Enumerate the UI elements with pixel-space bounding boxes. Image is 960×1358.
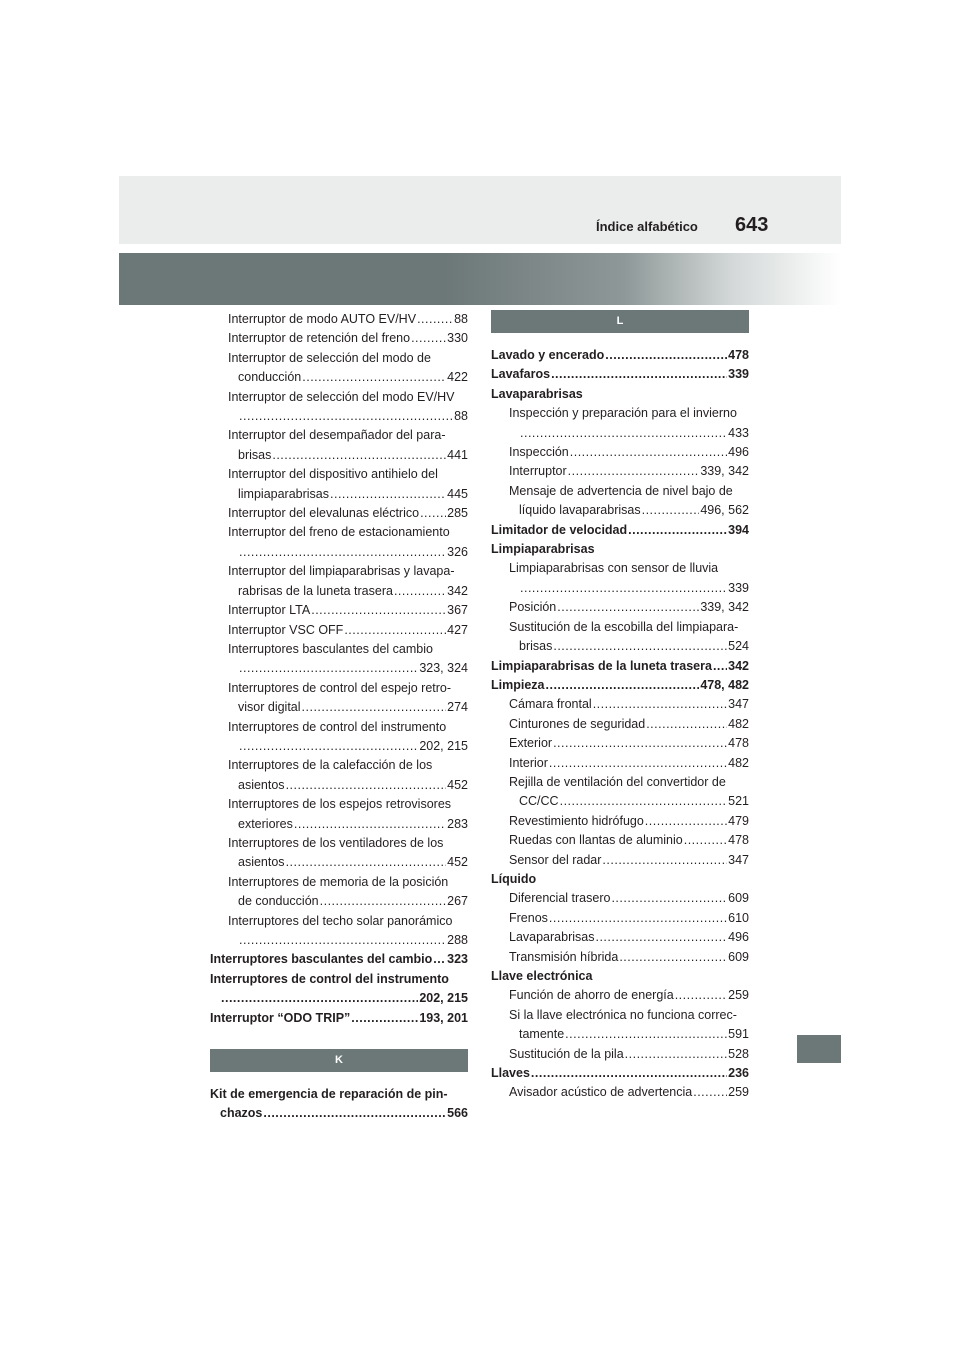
entry-page-ref: 259 <box>728 988 749 1003</box>
index-entry <box>491 443 749 462</box>
entry-page-ref: 88 <box>454 409 468 424</box>
entry-term: Interruptores de control del instrumento <box>210 971 449 986</box>
dot-leader <box>553 734 727 753</box>
dot-leader <box>320 892 447 911</box>
dot-leader <box>565 1025 727 1044</box>
entry-page-ref: 342 <box>728 658 749 673</box>
index-column-left <box>210 310 468 1124</box>
index-entry <box>491 657 749 676</box>
entry-term: Interruptores de control del espejo retro- <box>228 680 452 695</box>
index-entry <box>210 407 468 426</box>
entry-page-ref: 323, 324 <box>419 661 468 676</box>
entry-page-ref: 202, 215 <box>419 738 468 753</box>
entry-page-ref: 528 <box>728 1046 749 1061</box>
dot-leader <box>628 521 727 540</box>
entry-page-ref: 478 <box>728 736 749 751</box>
entry-term: Limitador de velocidad <box>491 522 628 537</box>
dot-leader <box>520 424 727 443</box>
index-entry <box>491 540 749 559</box>
index-entry <box>491 870 749 889</box>
dot-leader <box>302 698 447 717</box>
index-entry <box>210 815 468 834</box>
index-entry <box>210 834 468 853</box>
entry-page-ref: 323 <box>447 952 468 967</box>
index-entry <box>491 424 749 443</box>
entry-page-ref: 202, 215 <box>419 991 468 1006</box>
dot-leader <box>221 989 418 1008</box>
dot-leader <box>593 695 727 714</box>
index-entry <box>210 446 468 465</box>
index-entry <box>491 831 749 850</box>
entry-term: Posición <box>509 600 557 615</box>
entry-term: Sustitución de la pila <box>509 1046 624 1061</box>
entry-term: Inspección <box>509 445 569 460</box>
entry-term: Kit de emergencia de reparación de pin- <box>210 1087 448 1102</box>
index-entry <box>210 310 468 329</box>
dot-leader <box>239 659 418 678</box>
entry-page-ref: 478 <box>728 833 749 848</box>
entry-term: Lavafaros <box>491 367 551 382</box>
index-entry <box>491 792 749 811</box>
dot-leader <box>713 657 727 676</box>
index-list-l <box>491 346 749 1103</box>
entry-page-ref: 610 <box>728 910 749 925</box>
entry-page-ref: 422 <box>447 370 468 385</box>
dot-leader <box>568 462 700 481</box>
index-entry <box>210 679 468 698</box>
entry-term: Lavaparabrisas <box>491 386 583 401</box>
dot-leader <box>549 909 727 928</box>
index-entry <box>210 349 468 368</box>
entry-term: Interruptor <box>509 464 567 479</box>
index-entry <box>491 501 749 520</box>
index-entry <box>491 618 749 637</box>
entry-page-ref: 496 <box>728 930 749 945</box>
index-entry <box>491 695 749 714</box>
entry-page-ref: 288 <box>447 933 468 947</box>
dot-leader <box>645 812 727 831</box>
entry-page-ref: 259 <box>728 1085 749 1100</box>
entry-term: Interruptor del elevalunas eléctrico <box>228 506 420 521</box>
entry-term: brisas <box>238 447 272 462</box>
entry-term: Interior <box>509 755 548 770</box>
dot-leader <box>239 543 446 562</box>
entry-term: Interruptor de retención del freno <box>228 331 411 346</box>
dot-leader <box>546 676 700 695</box>
index-entry <box>491 889 749 908</box>
entry-page-ref: 330 <box>447 331 468 346</box>
entry-term: CC/CC <box>519 794 559 809</box>
index-entry <box>491 637 749 656</box>
entry-page-ref: 267 <box>447 894 468 909</box>
entry-page-ref: 478 <box>728 348 749 362</box>
dot-leader <box>239 407 453 426</box>
entry-term: Diferencial trasero <box>509 891 611 906</box>
index-entry <box>491 1025 749 1044</box>
dot-leader <box>330 485 446 504</box>
index-entry <box>210 562 468 581</box>
index-list-i <box>210 310 468 1028</box>
entry-term: Interruptor VSC OFF <box>228 622 344 637</box>
index-entry <box>210 795 468 814</box>
dot-leader <box>557 598 699 617</box>
entry-term: Interruptor del limpiaparabrisas y lavapa- <box>228 564 455 579</box>
entry-term: Transmisión híbrida <box>509 949 619 964</box>
entry-term: Interruptores basculantes del cambio <box>228 641 433 656</box>
dot-leader <box>294 815 446 834</box>
entry-term: Interruptor del dispositivo antihielo del <box>228 467 438 482</box>
entry-page-ref: 433 <box>728 425 749 440</box>
index-entry <box>210 659 468 678</box>
entry-term: asientos <box>238 777 285 792</box>
entry-term: exteriores <box>238 816 293 831</box>
entry-term: Frenos <box>509 910 548 925</box>
index-entry <box>210 523 468 542</box>
index-list-k <box>210 1085 468 1124</box>
index-column-right <box>491 310 749 1103</box>
entry-term: Interruptor de selección del modo de <box>228 350 431 365</box>
entry-term: Lavado y encerado <box>491 348 605 362</box>
dot-leader <box>625 1045 727 1064</box>
entry-term: rabrisas de la luneta trasera <box>238 583 393 598</box>
entry-page-ref: 236 <box>728 1066 749 1081</box>
entry-page-ref: 339, 342 <box>700 600 749 615</box>
letter-header-l: L <box>491 310 749 333</box>
dot-leader <box>619 948 727 967</box>
entry-page-ref: 482 <box>728 716 749 731</box>
index-entry <box>491 598 749 617</box>
entry-page-ref: 394 <box>728 522 749 537</box>
dot-leader <box>520 579 727 598</box>
entry-page-ref: 478, 482 <box>700 677 749 692</box>
entry-term: visor digital <box>238 700 301 715</box>
entry-page-ref: 482 <box>728 755 749 770</box>
entry-page-ref: 609 <box>728 949 749 964</box>
entry-term: Función de ahorro de energía <box>509 988 674 1003</box>
thumb-index-tab <box>797 1035 841 1063</box>
entry-page-ref: 427 <box>447 622 468 637</box>
entry-term: Lavaparabrisas <box>509 930 595 945</box>
entry-page-ref: 496 <box>728 445 749 460</box>
index-entry <box>210 989 468 1008</box>
index-entry <box>210 912 468 931</box>
entry-term: Exterior <box>509 736 553 751</box>
entry-term: chazos <box>220 1106 263 1121</box>
dot-leader <box>286 853 447 872</box>
entry-term: Interruptores de memoria de la posición <box>228 874 449 889</box>
decorative-band <box>119 253 841 305</box>
entry-page-ref: 452 <box>447 855 468 870</box>
dot-leader <box>411 329 446 348</box>
dot-leader <box>605 346 727 365</box>
entry-page-ref: 524 <box>728 639 749 654</box>
dot-leader <box>433 950 446 969</box>
index-entry <box>491 909 749 928</box>
index-entry <box>210 776 468 795</box>
entry-term: Mensaje de advertencia de nivel bajo de <box>509 483 733 498</box>
index-entry <box>491 1045 749 1064</box>
dot-leader <box>595 928 727 947</box>
index-entry <box>210 582 468 601</box>
dot-leader <box>551 365 727 384</box>
entry-page-ref: 367 <box>447 603 468 618</box>
dot-leader <box>311 601 446 620</box>
index-entry <box>491 521 749 540</box>
entry-term: Ruedas con llantas de aluminio <box>509 833 683 848</box>
index-entry <box>491 365 749 384</box>
index-entry <box>491 482 749 501</box>
index-entry <box>210 465 468 484</box>
dot-leader <box>417 310 453 329</box>
entry-page-ref: 339, 342 <box>700 464 749 479</box>
dot-leader <box>675 986 727 1005</box>
entry-term: Interruptores de la calefacción de los <box>228 758 433 773</box>
entry-term: Interruptor del freno de estacionamiento <box>228 525 450 540</box>
index-entry <box>210 718 468 737</box>
entry-term: Interruptores de los ventiladores de los <box>228 835 444 850</box>
index-entry <box>491 1083 749 1102</box>
index-entry <box>210 368 468 387</box>
entry-page-ref: 441 <box>447 447 468 462</box>
entry-term: brisas <box>519 639 553 654</box>
dot-leader <box>646 715 727 734</box>
index-entry <box>491 404 749 423</box>
dot-leader <box>420 504 446 523</box>
entry-term: Llaves <box>491 1066 530 1081</box>
dot-leader <box>611 889 727 908</box>
entry-term: limpiaparabrisas <box>238 486 330 501</box>
entry-term: Rejilla de ventilación del convertidor de <box>509 774 726 789</box>
dot-leader <box>693 1083 727 1102</box>
index-entry <box>491 967 749 986</box>
entry-page-ref: 347 <box>728 697 749 712</box>
index-entry <box>491 986 749 1005</box>
entry-term: asientos <box>238 855 285 870</box>
entry-page-ref: 452 <box>447 777 468 792</box>
dot-leader <box>570 443 727 462</box>
entry-term: Inspección y preparación para el invierno <box>509 406 737 421</box>
index-entry <box>210 950 468 969</box>
entry-term: Sustitución de la escobilla del limpiapara- <box>509 619 739 634</box>
entry-term: Si la llave electrónica no funciona correc- <box>509 1007 737 1022</box>
index-entry <box>210 601 468 620</box>
dot-leader <box>272 446 446 465</box>
index-entry <box>491 579 749 598</box>
index-entry <box>210 1009 468 1028</box>
entry-term: Limpieza <box>491 677 545 692</box>
index-entry <box>210 640 468 659</box>
entry-page-ref: 326 <box>447 544 468 559</box>
index-entry <box>491 346 749 365</box>
index-entry <box>210 621 468 640</box>
index-entry <box>210 931 468 950</box>
entry-term: Interruptor LTA <box>228 603 311 618</box>
dot-leader <box>302 368 446 387</box>
entry-term: Líquido <box>491 871 537 886</box>
dot-leader <box>642 501 700 520</box>
entry-term: Llave electrónica <box>491 969 593 983</box>
index-entry <box>491 715 749 734</box>
entry-term: Interruptor de modo AUTO EV/HV <box>228 312 417 326</box>
entry-page-ref: 339 <box>728 367 749 382</box>
index-entry <box>210 388 468 407</box>
dot-leader <box>344 621 446 640</box>
entry-term: Limpiaparabrisas con sensor de lluvia <box>509 561 719 576</box>
index-entry <box>491 928 749 947</box>
index-entry <box>210 1104 468 1123</box>
index-entry <box>491 754 749 773</box>
dot-leader <box>239 931 446 950</box>
dot-leader <box>263 1104 446 1123</box>
index-entry <box>491 462 749 481</box>
index-entry <box>210 737 468 756</box>
entry-term: Interruptor “ODO TRIP” <box>210 1010 351 1025</box>
index-entry <box>491 773 749 792</box>
entry-page-ref: 445 <box>447 486 468 501</box>
entry-page-ref: 285 <box>447 506 468 521</box>
dot-leader <box>553 637 727 656</box>
index-entry <box>491 385 749 404</box>
index-entry <box>210 1085 468 1104</box>
index-entry <box>491 812 749 831</box>
index-entry <box>210 970 468 989</box>
dot-leader <box>560 792 728 811</box>
dot-leader <box>684 831 727 850</box>
index-entry <box>210 698 468 717</box>
entry-page-ref: 342 <box>447 583 468 598</box>
dot-leader <box>394 582 446 601</box>
entry-term: Interruptor del desempañador del para- <box>228 428 446 443</box>
index-entry <box>491 1064 749 1083</box>
section-title: Índice alfabético <box>596 219 698 234</box>
entry-page-ref: 496, 562 <box>700 503 749 518</box>
index-entry <box>491 948 749 967</box>
entry-term: Cámara frontal <box>509 697 592 712</box>
dot-leader <box>602 851 727 870</box>
entry-page-ref: 591 <box>728 1027 749 1042</box>
index-entry <box>491 734 749 753</box>
entry-term: Interruptores de los espejos retrovisores <box>228 797 452 812</box>
index-entry <box>210 504 468 523</box>
entry-page-ref: 274 <box>447 700 468 715</box>
entry-page-ref: 339 <box>728 580 749 595</box>
dot-leader <box>351 1009 418 1028</box>
entry-page-ref: 566 <box>447 1106 468 1121</box>
entry-term: Limpiaparabrisas de la luneta trasera <box>491 658 712 673</box>
index-entry <box>210 543 468 562</box>
dot-leader <box>239 737 418 756</box>
entry-page-ref: 609 <box>728 891 749 906</box>
dot-leader <box>549 754 727 773</box>
entry-term: líquido lavaparabrisas <box>519 503 641 518</box>
page-number: 643 <box>735 214 769 236</box>
entry-term: Limpiaparabrisas <box>491 542 595 557</box>
index-entry <box>210 329 468 348</box>
entry-term: Cinturones de seguridad <box>509 716 646 731</box>
entry-page-ref: 347 <box>728 852 749 867</box>
index-entry <box>491 559 749 578</box>
entry-term: Interruptores del techo solar panorámico <box>228 913 453 928</box>
entry-term: Avisador acústico de advertencia <box>509 1085 693 1100</box>
index-entry <box>210 485 468 504</box>
index-entry <box>210 873 468 892</box>
entry-page-ref: 521 <box>728 794 749 809</box>
entry-page-ref: 193, 201 <box>419 1010 468 1025</box>
header-bar <box>119 176 841 244</box>
entry-term: de conducción <box>238 894 319 909</box>
entry-page-ref: 88 <box>454 312 468 326</box>
index-entry <box>210 756 468 775</box>
index-entry <box>210 853 468 872</box>
entry-page-ref: 283 <box>447 816 468 831</box>
entry-term: tamente <box>519 1027 565 1042</box>
dot-leader <box>531 1064 727 1083</box>
entry-term: Interruptor de selección del modo EV/HV <box>228 389 455 404</box>
entry-term: Interruptores de control del instrumento <box>228 719 447 734</box>
entry-page-ref: 479 <box>728 813 749 828</box>
entry-term: conducción <box>238 370 302 385</box>
index-entry <box>210 426 468 445</box>
index-entry <box>491 1006 749 1025</box>
entry-term: Sensor del radar <box>509 852 602 867</box>
entry-term: Revestimiento hidrófugo <box>509 813 644 828</box>
index-entry <box>491 676 749 695</box>
letter-header-k: K <box>210 1049 468 1072</box>
index-entry <box>491 851 749 870</box>
index-entry <box>210 892 468 911</box>
dot-leader <box>286 776 447 795</box>
entry-term: Interruptores basculantes del cambio <box>210 952 433 967</box>
